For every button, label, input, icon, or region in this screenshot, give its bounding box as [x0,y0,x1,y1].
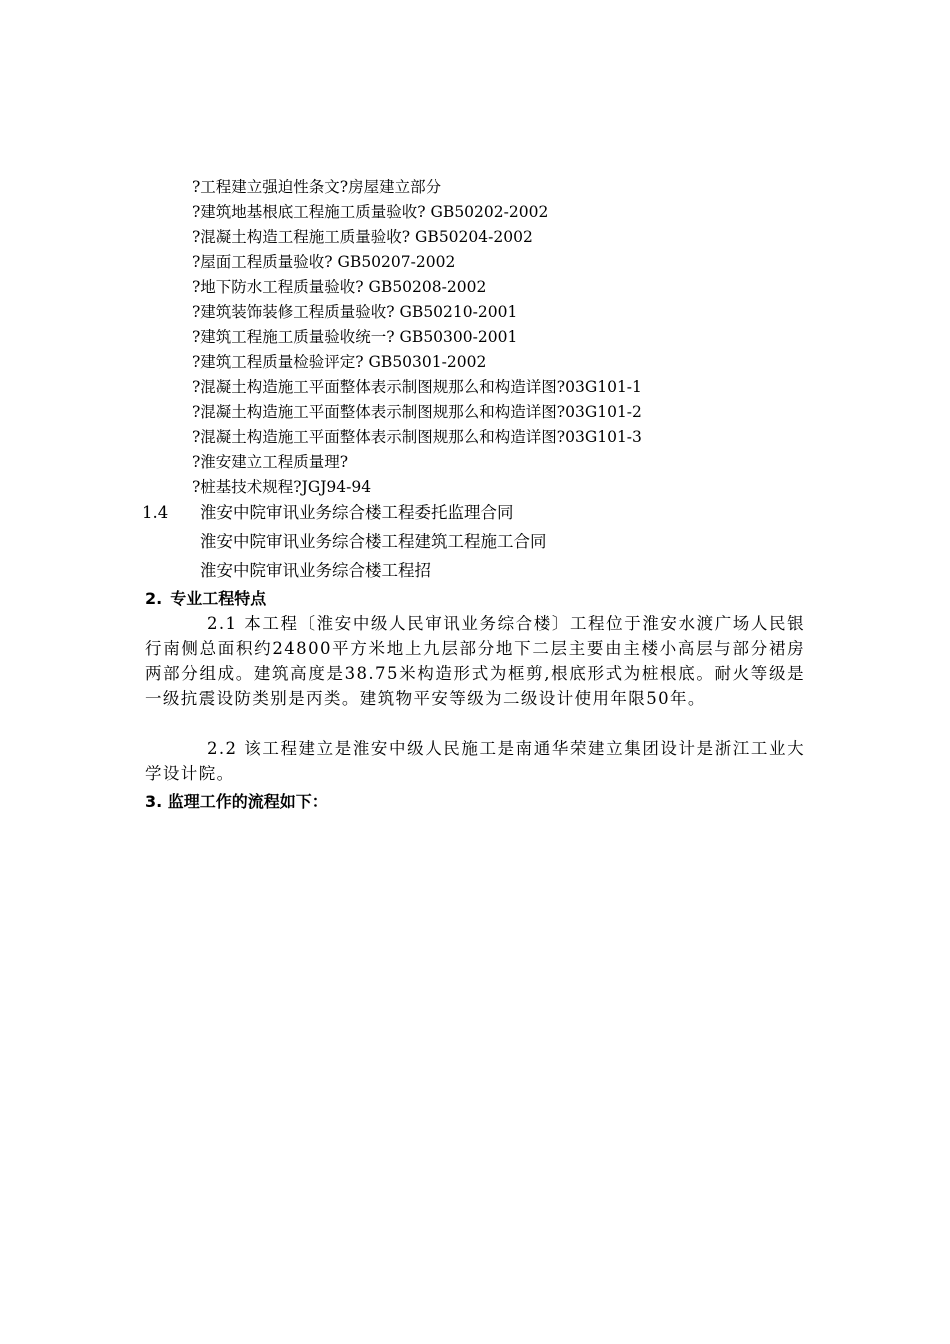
standard-item: ?淮安建立工程质量理? [192,453,349,471]
standard-item: ?工程建立强迫性条文?房屋建立部分 [192,178,442,196]
contract-row [142,556,822,585]
standard-item: ?地下防水工程质量验收? GB50208-2002 [192,278,487,296]
section-number: 2. [145,589,163,608]
section-heading: 3. 监理工作的流程如下： [145,792,328,811]
paragraph-text: 2.1 本工程〔淮安中级人民审讯业务综合楼〕工程位于淮安水渡广场人民银行南侧总面积约24800平方米地上九层部分地下二层主要由主楼小高层与部分裙房两部分组成。建筑高度是38.75米构造形式为框剪,根底形式为桩根底。耐火等级是一级抗震设防类别是丙类。建筑物平安等级为二级设计使用年限50年。 [145,614,805,708]
standard-item: ?建筑装饰装修工程质量验收? GB50210-2001 [192,303,518,321]
paragraph-text: 2.2 该工程建立是淮安中级人民施工是南通华荣建立集团设计是浙江工业大学设计院。 [145,739,805,783]
standard-item: ?建筑地基根底工程施工质量验收? GB50202-2002 [192,203,549,221]
contract-row [142,498,822,527]
contract-row [142,527,822,556]
standard-item: ?桩基技术规程?JGJ94-94 [192,478,372,496]
standard-item: ?混凝土构造工程施工质量验收? GB50204-2002 [192,228,533,246]
standard-item: ?混凝土构造施工平面整体表示制图规那么和构造详图?03G101-3 [192,428,642,446]
contracts-block [142,498,822,585]
section-title: 专业工程特点 [170,589,267,608]
standard-item: ?混凝土构造施工平面整体表示制图规那么和构造详图?03G101-2 [192,403,642,421]
contract-item: 淮安中院审讯业务综合楼工程委托监理合同 [200,503,514,522]
standard-item: ?建筑工程质量检验评定? GB50301-2002 [192,353,487,371]
standard-item: ?混凝土构造施工平面整体表示制图规那么和构造详图?03G101-1 [192,378,642,396]
section-number: 1.4 [142,503,169,522]
paragraph [145,611,805,711]
paragraph [145,736,805,786]
section-heading [145,586,266,609]
standards-list [192,175,832,500]
contract-item: 淮安中院审讯业务综合楼工程招 [200,561,431,580]
standard-item: ?建筑工程施工质量验收统一? GB50300-2001 [192,328,518,346]
contract-item: 淮安中院审讯业务综合楼工程建筑工程施工合同 [200,532,547,551]
standard-item: ?屋面工程质量验收? GB50207-2002 [192,253,456,271]
